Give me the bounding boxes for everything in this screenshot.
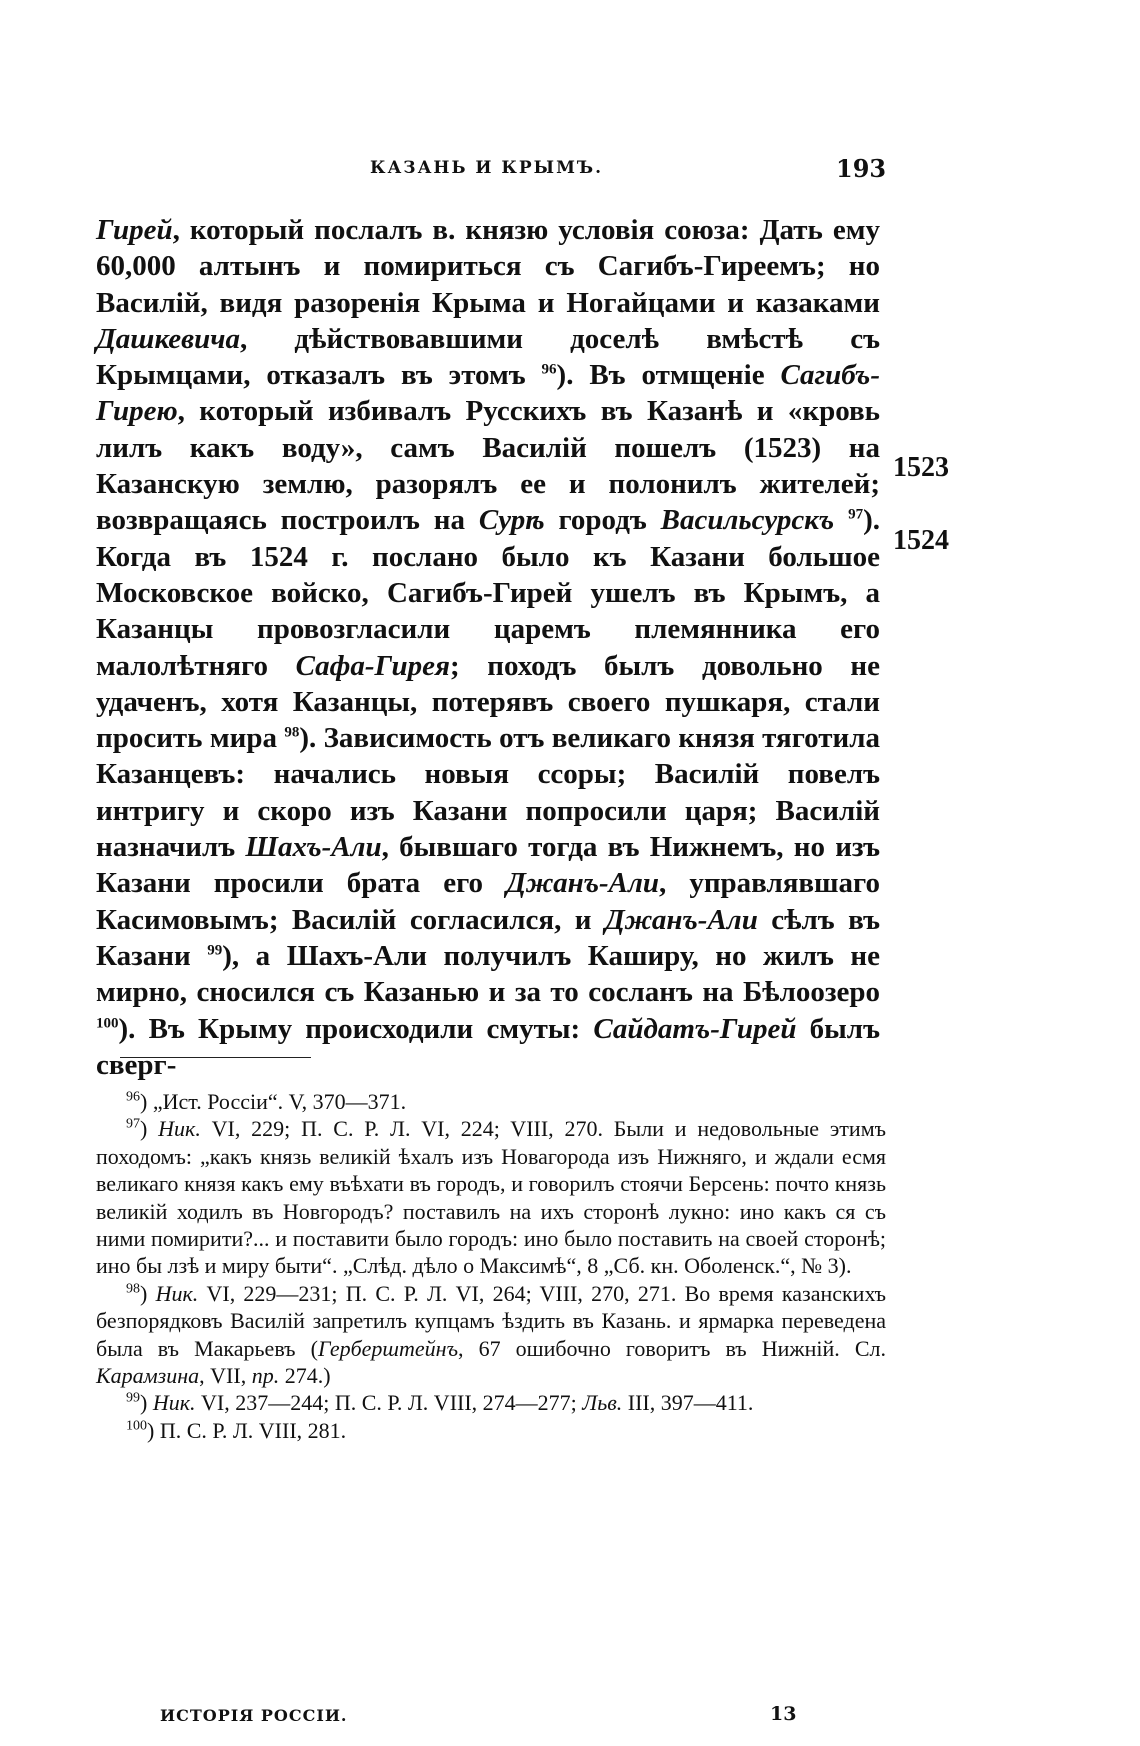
name-girey: Гирей [96, 214, 173, 246]
name-dashkevich: Дашкевича [96, 322, 240, 355]
footnote-ref-98: 98 [284, 724, 300, 741]
footnote-98: $^{98}$) Ник. VI, 229—231; П. С. Р. Л. VI, 264; VIII, 270, 271. Во время казанскихъ безпорядковъ Василій запретилъ купцамъ ѣздить въ Казань. и ярмарка переведена была въ Макарьевъ (Герберштейнъ, 67 ошибочно говоритъ въ Нижній. Сл. Карамзина, VII, пр. 274.) [96, 1280, 886, 1389]
footnote-97: $^{97}$) Ник. VI, 229; П. С. Р. Л. VI, 224; VIII, 270. Были и недовольные этимъ походомъ: „какъ князь великій ѣхалъ изъ Новагорода изъ Нижняго, и ждали есмя великаго князя какъ ему въѣхати въ городъ, и говорилъ стоячи Берсень: почто князь великій ходилъ въ Новгородъ? поставилъ на ихъ сторонѣ лукно: ино какъ ся съ ними помирити?... и поставити было городъ: ино было поставить на своей сторонѣ; ино бы лзѣ и миру быти“. „Слѣд. дѣло о Максимѣ“, 8 „Сб. кн. Оболенск.“, № 3). [96, 1116, 886, 1279]
name-safa-girey: Сафа-Гирея [295, 649, 450, 682]
signature-mark: ИСТОРІЯ РОССІИ. [160, 1706, 348, 1725]
name-vasilsursk: Васильсурскъ [660, 504, 835, 537]
footnote-ref-99: 99 [207, 942, 223, 959]
footnote-ref-97: 97 [848, 506, 864, 523]
footnote-divider [120, 1057, 311, 1058]
footnote-100: $^{100}$) П. С. Р. Л. VIII, 281. [126, 1417, 347, 1443]
name-sagib-girey: Сагибъ-Гирею [96, 359, 880, 428]
name-saydat-girey: Сайдатъ-Гирей [593, 1012, 797, 1045]
margin-year-1523: 1523 [893, 452, 949, 483]
name-sura: Сурѣ [478, 504, 545, 537]
name-shah-ali: Шахъ-Али [245, 831, 382, 864]
name-dzhan-ali-1: Джанъ-Али [506, 867, 660, 900]
page-number: 193 [836, 154, 887, 183]
footnote-96: $^{96}$) „Ист. Россіи“. V, 370—371. [126, 1089, 407, 1114]
main-text: Гирей, который послалъ в. князю условія союза: Дать ему 60,000 алтынъ и помириться съ Сагибъ-Гиреемъ; но Василій, видя разоренія Крыма и Ногайцами и казаками Дашкевича, дѣйствовавшими доселѣ вмѣстѣ съ Крымцами, отказалъ въ этомъ $^{96}$). Въ отмщеніе Сагибъ-Гирею, который избивалъ Русскихъ въ Казанѣ и «кровь лилъ какъ воду», самъ Василій пошелъ (1523) на Казанскую землю, разорялъ ее и полонилъ жителей; возвращаясь построилъ на Сурѣ городъ Васильсурскъ $^{97}$). Когда въ 1524 г. послано было къ Казани большое Московское войско, Сагибъ-Гирей ушелъ въ Крымъ, а Казанцы провозгласили царемъ племянника его малолѣтняго Сафа-Гирея; походъ былъ довольно не удаченъ, хотя Казанцы, потерявъ своего пушкаря, стали просить мира $^{98}$). Зависимость отъ великаго князя тяготила Казанцевъ: начались новыя ссоры; Василій повелъ интригу и скоро изъ Казани попросили царя; Василій назначилъ Шахъ-Али, бывшаго тогда въ Нижнемъ, но изъ Казани просили брата его Джанъ-Али, управлявшаго Касимовымъ; Василій согласился, и Джанъ-Али сѣлъ въ Казани $^{99}$), а Шахъ-Али получилъ Каширу, но жилъ не мирно, сносился съ Казанью и за то сосланъ на Бѣлоозеро $^{100}$). Въ Крыму происходили смуты: Сайдатъ-Гирей былъ сверг- [96, 214, 881, 1081]
running-head: КАЗАНЬ И КРЫМЪ. [370, 158, 604, 178]
margin-year-1524: 1524 [893, 525, 949, 556]
footnotes [96, 1088, 886, 1444]
name-dzhan-ali-2: Джанъ-Али [604, 903, 758, 936]
signature-number: 13 [770, 1703, 797, 1725]
footnote-ref-96: 96 [541, 361, 557, 378]
footnote-99: $^{99}$) Ник. VI, 237—244; П. С. Р. Л. VIII, 274—277; Льв. III, 397—411. [126, 1390, 754, 1416]
footnote-ref-100: 100 [96, 1014, 119, 1031]
